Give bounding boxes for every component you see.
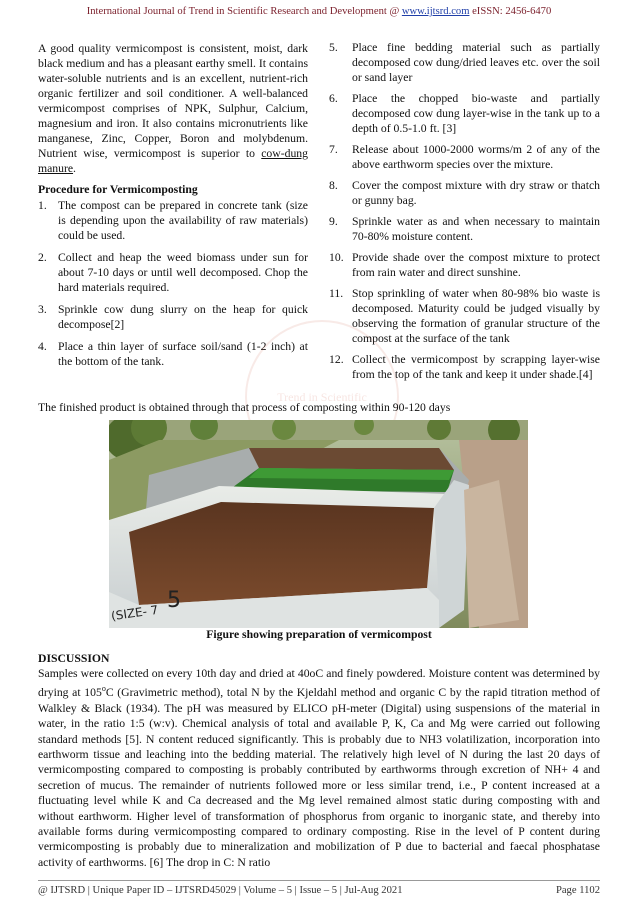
list-item: 12. Collect the vermicompost by scrapping layer-wise from the top of the tank and keep it under shade.[4] <box>329 353 600 381</box>
tank-sublabel: (SIZE- 7 <box>110 602 160 624</box>
journal-watermark: Trend in Scientific <box>245 320 399 474</box>
page-number: Page 1102 <box>555 885 600 896</box>
tank-label: 5 <box>167 588 181 613</box>
list-item: 1. The compost can be prepared in concrete tank (size is depending upon the availability of raw materials) could be used. <box>38 199 308 242</box>
cow-dung-manure-link[interactable]: cow-dung manure <box>38 147 308 175</box>
list-item: 7. Release about 1000-2000 worms/m 2 of any of the above earthworm species over the mixture. <box>329 143 600 171</box>
left-column <box>38 41 308 376</box>
figure-caption: Figure showing preparation of vermicompost <box>206 628 432 641</box>
finished-product-line: The finished product is obtained through that process of composting within 90-120 days <box>38 401 451 414</box>
right-column <box>329 40 600 388</box>
list-item: 9. Sprinkle water as and when necessary to maintain 70-80% moisture content. <box>329 215 600 243</box>
list-item: 3. Sprinkle cow dung slurry on the heap for quick decompose[2] <box>38 303 308 331</box>
list-item: 6. Place the chopped bio-waste and partially decomposed cow dung layer-wise in the tank up to a depth of 0.5-1.0 ft. [3] <box>329 92 600 135</box>
list-item: 10. Provide shade over the compost mixture to protect from rain water and direct sunshine. <box>329 251 600 279</box>
page-footer <box>38 880 600 896</box>
procedure-heading: Procedure for Vermicomposting <box>38 183 198 196</box>
list-item: 2. Collect and heap the weed biomass under sun for about 7-10 days or until well decomposed. Chop the hard materials required. <box>38 251 308 294</box>
vermicompost-tank-photo <box>109 420 528 628</box>
header-issn: eISSN: 2456-6470 <box>469 6 552 17</box>
list-item: 11. Stop sprinkling of water when 80-98% bio waste is decomposed. Maturity could be judged visually by observing the formation of granular structure of the compost at the surface of the tank <box>329 287 600 345</box>
intro-paragraph: A good quality vermicompost is consistent, moist, dark black medium and has a pleasant earthy smell. It contains water-soluble nutrients and is an excellent, nutrient-rich organic fertilizer and soil conditioner. A well-balanced vermicompost comprises of NPK, Sulphur, Calcium, magnesium and iron. It also contains micronutrients like manganese, Zinc, Copper, Boron and molybdenum. Nutrient wise, vermicompost is superior to cow-dung manure. <box>38 42 308 175</box>
journal-url-link[interactable]: www.ijtsrd.com <box>401 6 470 17</box>
footer-citation: @ IJTSRD | Unique Paper ID – IJTSRD45029 | Volume – 5 | Issue – 5 | Jul-Aug 2021 <box>38 885 403 896</box>
journal-header <box>0 6 638 17</box>
header-prefix: International Journal of Trend in Scientific Research and Development @ <box>86 6 402 17</box>
discussion-body: Samples were collected on every 10th day and dried at 40oC and finely powdered. Moisture content was determined by drying at 105$^o$C (Gravimetric method), total N by the Kjeldahl method and organic C by the rapid titration method of Walkley & Black (1934). The pH was measured by ELICO pH-meter (Digital) using suspensions of the material in water, in the ratio 1:5 (w:v). Chemical analysis of total and available P, K, Ca and Mg were carried out following standard methods [5]. N content reduced significantly. This is probably due to NH3 volatilization, incorporation into earthworm tissue and leaching into the bedding material. The relatively high level of N during the last 20 days of vermicomposting compared to composting is probably contributed by earthworms through excretion of NH+ 4 and secretion of mucus. The remainder of nutrients followed more or less similar trend, i.e., P content increased at a fluctuating level while K and Ca decreased and the Mg level remained almost static during composting with and without earthworm. Higher level of transformation of phosphorus from organic to inorganic state, and thereby into available forms during vermicomposting compared to ordinary composting. Rise in the level of P content during vermicomposting is probably due to mineralization and mobilization of P due to bacterial and faecal phosphatase activity of earthworms. [6] The drop in C: N ratio <box>38 667 601 869</box>
discussion-heading: DISCUSSION <box>38 652 110 665</box>
list-item: 4. Place a thin layer of surface soil/sand (1-2 inch) at the bottom of the tank. <box>38 340 308 368</box>
list-item: 5. Place fine bedding material such as partially decomposed cow dung/dried leaves etc. over the soil or sand layer <box>329 41 600 84</box>
procedure-steps-right <box>329 40 600 382</box>
list-item: 8. Cover the compost mixture with dry straw or thatch or gunny bag. <box>329 179 600 207</box>
